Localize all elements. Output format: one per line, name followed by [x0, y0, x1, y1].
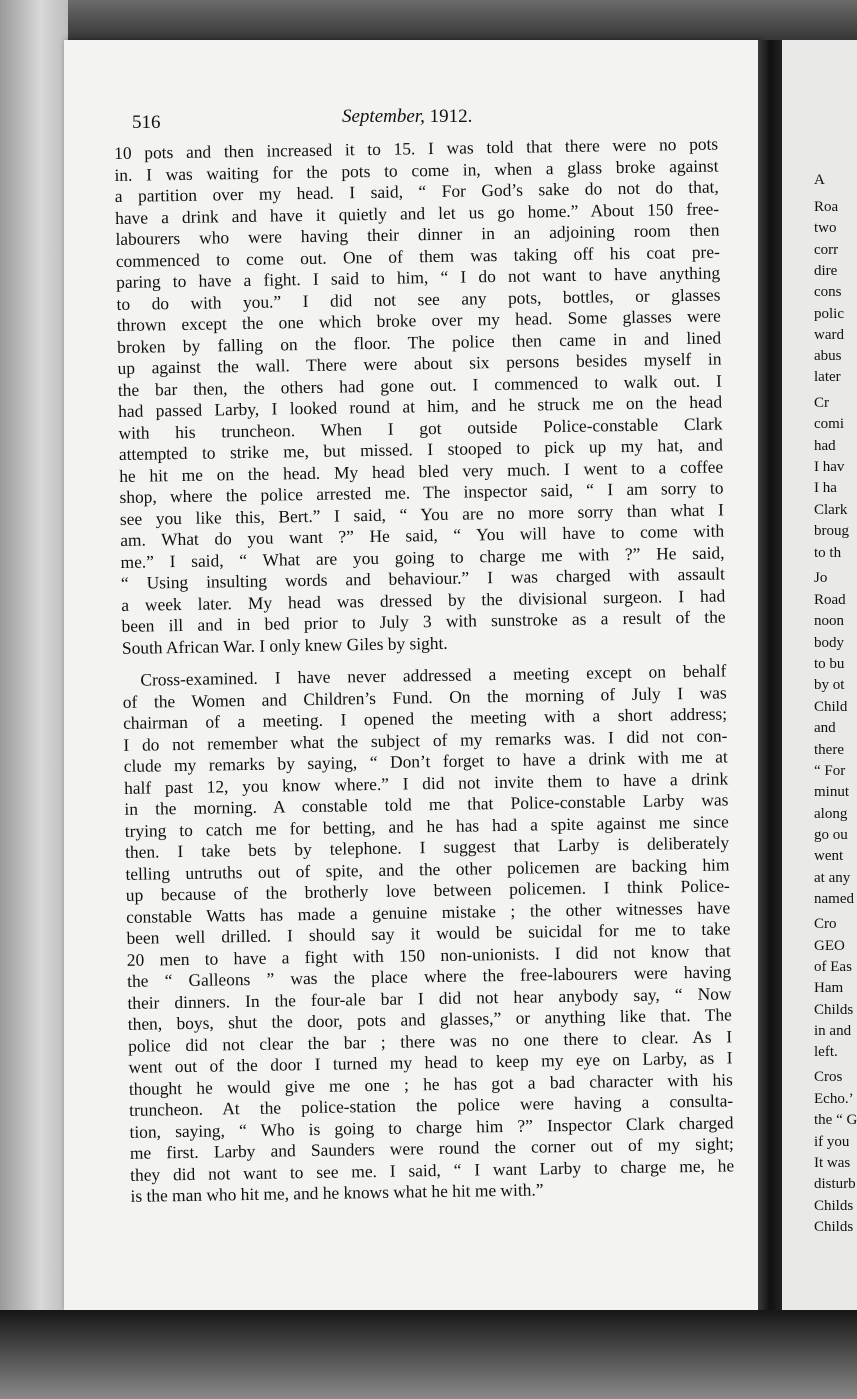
facing-page-line: in and [814, 1023, 852, 1039]
facing-page-line: minut [814, 784, 850, 800]
text-line: am. What do you want ?” He said, “ You will have to come with [120, 520, 725, 550]
text-line: half past 12, you know where.” I did not invite them to have a drink [123, 767, 729, 798]
text-line: constable Watts has made a genuine mistake ; the other witnesses have [125, 896, 731, 927]
text-line: thought he would give me one ; he has got a bad character with his [128, 1068, 733, 1099]
page-number: 516 [132, 112, 161, 133]
facing-page-line: Roa [814, 199, 839, 215]
text-line: of the Women and Children’s Fund. On the morning of July I was [122, 681, 727, 712]
facing-page-line: I hav [814, 459, 845, 475]
facing-page-line: “ For [814, 763, 846, 779]
text-line: clude my remarks by saying, “ Don’t forget to have a drink with me at [123, 746, 728, 776]
facing-page-line: polic [814, 306, 844, 322]
facing-page-line: Child [814, 699, 848, 715]
text-line: up because of the brotherly love between policemen. I think Police- [125, 875, 730, 905]
text-line: went out of the door I turned my head to keep my eye on Larby, as I [128, 1047, 733, 1077]
text-line: have a drink and have it quietly and let us go home.” About 150 free- [115, 198, 720, 228]
paragraph [122, 660, 734, 1207]
text-line: me first. Larby and Saunders were round the corner out of my sight; [129, 1133, 734, 1163]
body-text [114, 134, 735, 1208]
text-line: then. I take bets by telephone. I suggest that Larby is deliberately [124, 832, 730, 862]
facing-page-line: disturb [814, 1176, 856, 1192]
facing-page-line: Cr [814, 395, 829, 411]
facing-page-line: left. [814, 1044, 838, 1060]
facing-page-line: Cro [814, 916, 837, 932]
text-line: see you like this, Bert.” I said, “ You are no more sorry than what I [119, 498, 724, 529]
text-line: 10 pots and then increased it to 15. I was told that there were no pots [114, 133, 719, 163]
text-line: their dinners. In the four-ale bar I did not hear anybody say, “ Now [127, 982, 732, 1013]
facing-page-line: Childs [814, 1219, 854, 1235]
facing-page-line: of Eas [814, 959, 852, 975]
facing-page-line: later [814, 369, 841, 385]
text-line: truncheon. At the police-station the police were having a consulta- [129, 1090, 734, 1120]
text-line: been well drilled. I should say it would be suicidal for me to take [126, 918, 731, 948]
facing-page-line: Echo.’ [814, 1091, 854, 1107]
text-line: commenced to come out. One of them was taking off his coat pre- [115, 240, 720, 271]
facing-page-line: abus [814, 348, 842, 364]
facing-page-line: to bu [814, 656, 845, 672]
text-line: in the morning. A constable told me that Police-constable Larby was [124, 789, 729, 819]
text-line: the “ Galleons ” was the place where the free-labourers were having [127, 961, 732, 991]
text-line: had passed Larby, I looked round at him, and he struck me on the head [118, 391, 723, 421]
facing-page-line: corr [814, 242, 839, 258]
facing-page-line: cons [814, 284, 842, 300]
text-line: the bar then, the others had gone out. I commenced to walk out. I [117, 369, 722, 400]
facing-page-line: dire [814, 263, 838, 279]
facing-page-line: Jo [814, 570, 828, 586]
facing-page-line: along [814, 806, 848, 822]
text-line: shop, where the police arrested me. The inspector said, “ I am sorry to [119, 477, 724, 507]
text-line: broken by falling on the floor. The police then came in and lined [117, 326, 722, 357]
text-line: then, boys, shut the door, pots and glasses,” or anything like that. The [127, 1004, 732, 1034]
facing-page-line: Cros [814, 1069, 843, 1085]
facing-page-line: Clark [814, 502, 848, 518]
facing-page-line: to th [814, 545, 842, 561]
scan-background-bottom [0, 1310, 857, 1399]
facing-page-line: and [814, 720, 836, 736]
running-title-year: 1912. [429, 106, 473, 127]
page-header [132, 104, 692, 133]
facing-page-line: go ou [814, 827, 848, 843]
text-line: police did not clear the bar ; there was no one there to clear. As I [128, 1025, 733, 1056]
text-line: up against the wall. There were about six persons besides myself in [117, 348, 722, 378]
text-line: tion, saying, “ Who is going to charge him ?” Inspector Clark charged [129, 1111, 734, 1142]
facing-page-line: Road [814, 592, 846, 608]
facing-page-line: if you [814, 1134, 850, 1150]
facing-page-line: body [814, 635, 844, 651]
facing-page-line: GEO [814, 938, 845, 954]
facing-page-line: by ot [814, 677, 845, 693]
text-line: telling untruths out of spite, and the other policemen are backing him [125, 853, 730, 884]
text-line: trying to catch me for betting, and he has had a spite against me since [124, 810, 729, 841]
binding-edge-left [0, 0, 68, 1399]
facing-page [782, 40, 857, 1310]
paragraph [114, 134, 726, 659]
facing-page-line: there [814, 742, 844, 758]
text-line: is the man who hit me, and he knows what he hit me with.” [130, 1179, 544, 1206]
text-line: attempted to strike me, but missed. I stooped to pick up my hat, and [118, 434, 723, 464]
running-title [342, 106, 472, 128]
text-line: me.” I said, “ What are you going to charge me with ?” He said, [120, 541, 725, 572]
facing-page-line: named [814, 891, 854, 907]
text-line: 20 men to have a fight with 150 non-unionists. I did not know that [126, 939, 731, 970]
running-title-month: September, [342, 106, 425, 127]
facing-page-line: at any [814, 870, 851, 886]
text-line: to do with you.” I did not see any pots, bottles, or glasses [116, 283, 721, 314]
text-line: a week later. My head was dressed by the divisional surgeon. I had [121, 584, 726, 615]
text-line: thrown except the one which broke over my head. Some glasses were [116, 305, 721, 335]
text-line: labourers who were having their dinner in an adjoining room then [115, 219, 720, 249]
text-line: chairman of a meeting. I opened the meeting with a short address; [122, 703, 728, 733]
facing-page-line: comi [814, 416, 844, 432]
text-line: paring to have a fight. I said to him, “ I do not want to have anything [116, 262, 721, 292]
facing-page-line: Childs [814, 1002, 854, 1018]
facing-page-line: the “ G [814, 1112, 857, 1128]
text-line: he hit me on the head. My head bled very much. I went to a coffee [119, 455, 724, 486]
text-line: Cross-examined. I have never addressed a meeting except on behalf [140, 660, 727, 690]
text-line: in. I was waiting for the pots to come in, when a glass broke against [114, 155, 719, 185]
facing-page-line: two [814, 220, 837, 236]
facing-page-line: Ham [814, 980, 844, 996]
text-line: they did not want to see me. I said, “ I want Larby to charge me, he [130, 1154, 735, 1185]
text-line: a partition over my head. I said, “ For God’s sake do not do that, [114, 176, 719, 206]
facing-page-line: A [814, 172, 825, 188]
facing-page-line: had [814, 438, 836, 454]
facing-page-line: noon [814, 613, 844, 629]
facing-page-line: It was [814, 1155, 851, 1171]
text-line: with his truncheon. When I got outside Police-constable Clark [118, 412, 723, 443]
facing-page-line: ward [814, 327, 844, 343]
facing-page-line: Childs [814, 1198, 854, 1214]
facing-page-line: went [814, 848, 844, 864]
text-line: been ill and in bed prior to July 3 with sunstroke as a result of the [121, 606, 726, 636]
text-line: “ Using insulting words and behaviour.” I was charged with assault [120, 563, 725, 593]
facing-page-line: I ha [814, 480, 837, 496]
text-line: South African War. I only knew Giles by sight. [121, 632, 448, 658]
text-line: I do not remember what the subject of my remarks was. I did not con- [123, 724, 728, 755]
facing-page-line: broug [814, 523, 849, 539]
